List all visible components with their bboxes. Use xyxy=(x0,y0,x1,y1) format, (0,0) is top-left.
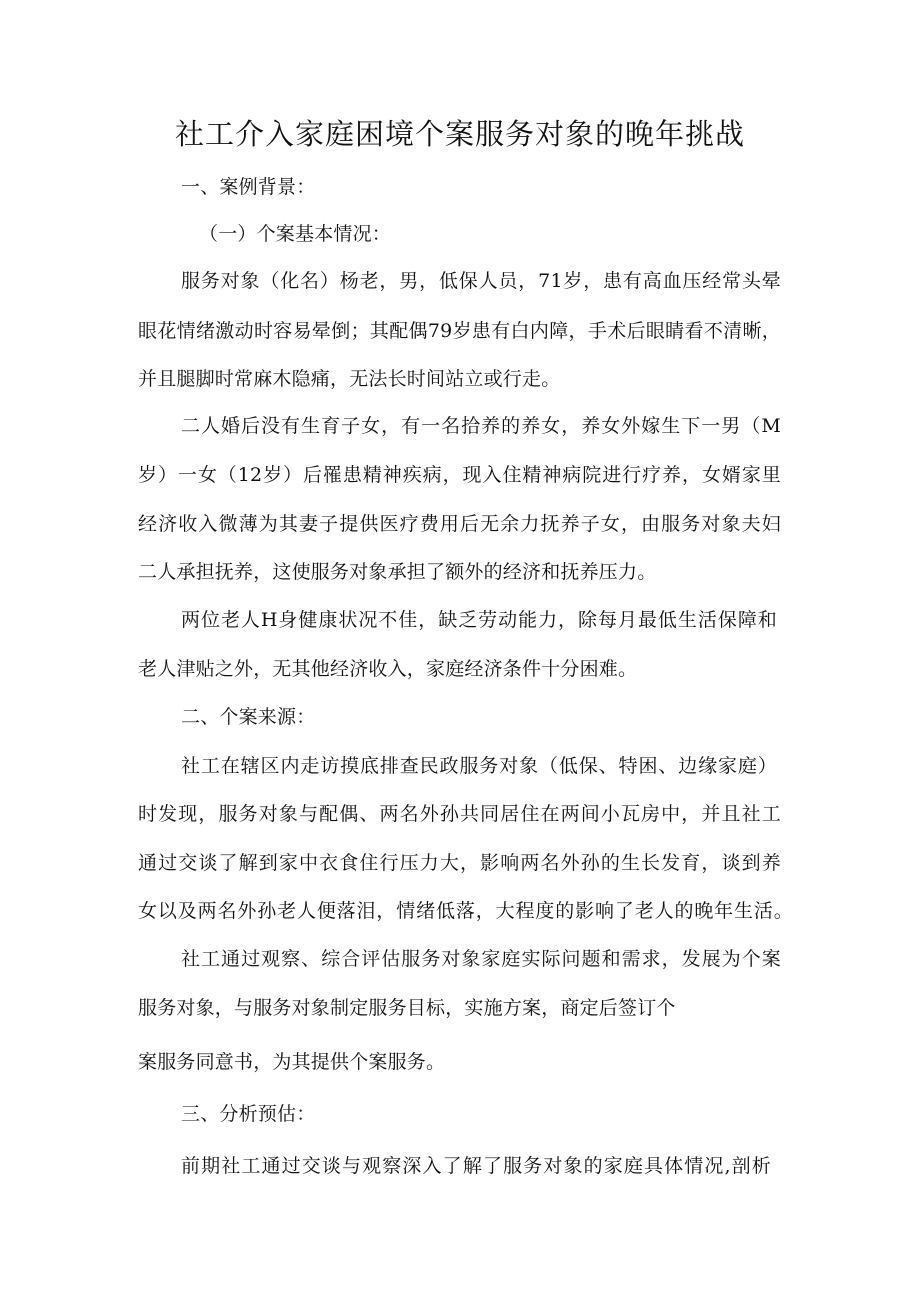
paragraph-line: 通过交谈了解到家中衣食住行压力大，影响两名外孙的生长发育，谈到养 xyxy=(138,852,781,874)
paragraph-line: 两位老人H身健康状况不佳，缺乏劳动能力，除每月最低生活保障和 xyxy=(181,609,777,631)
paragraph-line: 经济收入微薄为其妻子提供医疗费用后无余力抚养子女，由服务对象夫妇 xyxy=(138,513,781,535)
section-heading-background: 一、案例背景： xyxy=(181,176,316,198)
paragraph-line: 时发现，服务对象与配偶、两名外孙共同居住在两间小瓦房中，并且社工 xyxy=(138,803,781,825)
paragraph-line: 前期社工通过交谈与观察深入了解了服务对象的家庭具体情况,剖析 xyxy=(181,1155,771,1177)
paragraph-line: 岁）一女（12岁）后罹患精神疾病，现入住精神病院进行疗养，女婿家里 xyxy=(138,464,781,486)
paragraph-line: 眼花情绪激动时容易晕倒；其配偶79岁患有白内障，手术后眼睛看不清晰， xyxy=(138,320,781,342)
paragraph-line: 二人承担抚养，这使服务对象承担了额外的经济和抚养压力。 xyxy=(138,561,657,583)
paragraph-line: 社工通过观察、综合评估服务对象家庭实际问题和需求，发展为个案 xyxy=(181,948,781,970)
paragraph-line: 社工在辖区内走访摸底排查民政服务对象（低保、特困、边缘家庭） xyxy=(181,755,777,777)
paragraph-line: 并且腿脚时常麻木隐痛，无法长时间站立或行走。 xyxy=(138,368,561,390)
document-title: 社工介入家庭困境个案服务对象的晚年挑战 xyxy=(174,117,745,151)
paragraph-line: 服务对象（化名）杨老，男，低保人员，71岁，患有高血压经常头晕 xyxy=(181,270,781,292)
paragraph-line: 二人婚后没有生育子女，有一名拾养的养女，养女外嫁生下一男（M xyxy=(181,415,781,437)
section-heading-source: 二、个案来源： xyxy=(181,706,316,728)
paragraph-line: 女以及两名外孙老人便落泪，情绪低落，大程度的影响了老人的晚年生活。 xyxy=(138,900,793,922)
paragraph-line: 老人津贴之外，无其他经济收入，家庭经济条件十分困难。 xyxy=(138,658,638,680)
section-heading-analysis: 三、分析预估： xyxy=(181,1103,316,1125)
subsection-heading-basic-info: （一）个案基本情况： xyxy=(199,223,392,245)
paragraph-line: 服务对象，与服务对象制定服务目标，实施方案，商定后签订个 xyxy=(138,997,676,1019)
paragraph-line: 案服务同意书，为其提供个案服务。 xyxy=(138,1051,446,1073)
